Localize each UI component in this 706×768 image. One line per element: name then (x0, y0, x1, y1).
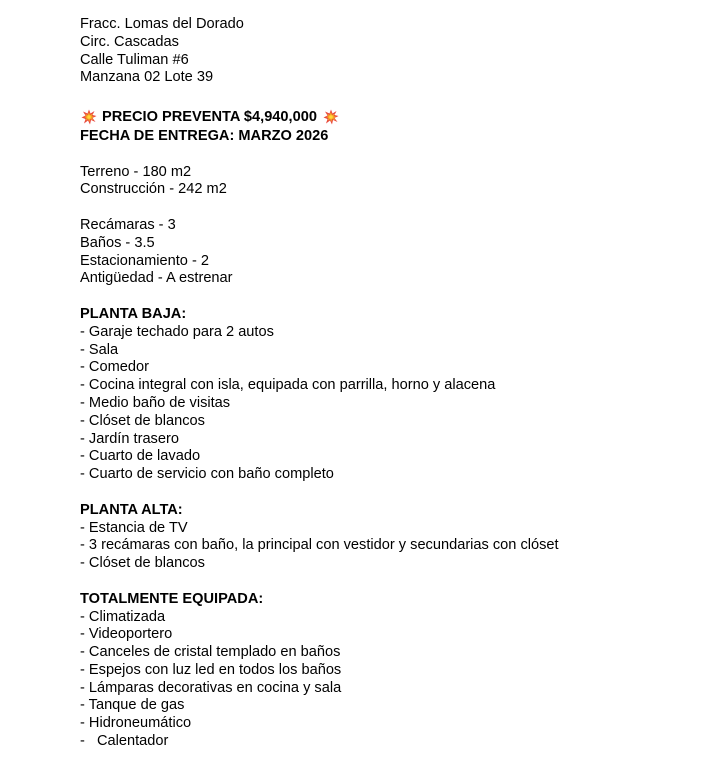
list-item: - Medio baño de visitas (80, 394, 231, 411)
spacer (80, 87, 690, 105)
list-item: - Garaje techado para 2 autos (80, 323, 274, 340)
list-item: - Clóset de blancos (80, 412, 205, 429)
areas-block (80, 164, 690, 200)
price-text: PRECIO PREVENTA $4,940,000 (102, 108, 317, 125)
features-block (80, 217, 690, 288)
collision-emoji-icon (81, 109, 97, 125)
list-item: - Cuarto de lavado (80, 448, 201, 465)
list-dash: - (80, 733, 85, 750)
list-item: - Cuarto de servicio con baño completo (80, 466, 334, 483)
bedrooms: Recámaras - 3 (80, 216, 176, 233)
list-item: - Espejos con luz led en todos los baños (80, 661, 342, 678)
list-item: - Climatizada (80, 608, 166, 625)
land-area: Terreno - 180 m2 (80, 163, 192, 180)
list-item: - Hidroneumático (80, 715, 192, 732)
ground-floor-title: PLANTA BAJA: (80, 305, 187, 322)
list-item: - Cocina integral con isla, equipada con parrilla, horno y alacena (80, 377, 496, 394)
spacer (80, 199, 690, 217)
list-item: - 3 recámaras con baño, la principal con vestidor y secundarias con clóset (80, 537, 559, 554)
equipment-section (80, 591, 690, 751)
property-age: Antigüedad - A estrenar (80, 270, 233, 287)
list-item: - Comedor (80, 359, 149, 376)
listing-document (80, 16, 690, 751)
list-item-text: Calentador (97, 733, 169, 750)
address-block-lot: Manzana 02 Lote 39 (80, 69, 214, 86)
list-item: - Tanque de gas (80, 697, 185, 714)
address-street: Calle Tuliman #6 (80, 51, 189, 68)
construction-area: Construcción - 242 m2 (80, 181, 227, 198)
address-subdivision: Fracc. Lomas del Dorado (80, 16, 244, 32)
spacer (80, 146, 690, 164)
upper-floor-title: PLANTA ALTA: (80, 501, 183, 518)
spacer (80, 484, 690, 502)
bathrooms: Baños - 3.5 (80, 234, 155, 251)
equipment-title: TOTALMENTE EQUIPADA: (80, 590, 264, 607)
delivery-date: FECHA DE ENTREGA: MARZO 2026 (80, 127, 329, 144)
spacer (80, 573, 690, 591)
ground-floor-section (80, 306, 690, 484)
list-item: - Sala (80, 341, 119, 358)
list-item: - Clóset de blancos (80, 555, 205, 572)
parking: Estacionamiento - 2 (80, 252, 209, 269)
list-item: - Videoportero (80, 626, 173, 643)
list-item: - Estancia de TV (80, 519, 188, 536)
list-item: - Jardín trasero (80, 430, 179, 447)
list-item-last (80, 733, 690, 751)
list-item: - Lámparas decorativas en cocina y sala (80, 679, 342, 696)
spacer (80, 288, 690, 306)
collision-emoji-icon (323, 109, 339, 125)
upper-floor-section (80, 502, 690, 573)
address-circuit: Circ. Cascadas (80, 33, 179, 50)
price-headline (80, 106, 690, 128)
address-block (80, 16, 690, 87)
list-item: - Canceles de cristal templado en baños (80, 644, 341, 661)
